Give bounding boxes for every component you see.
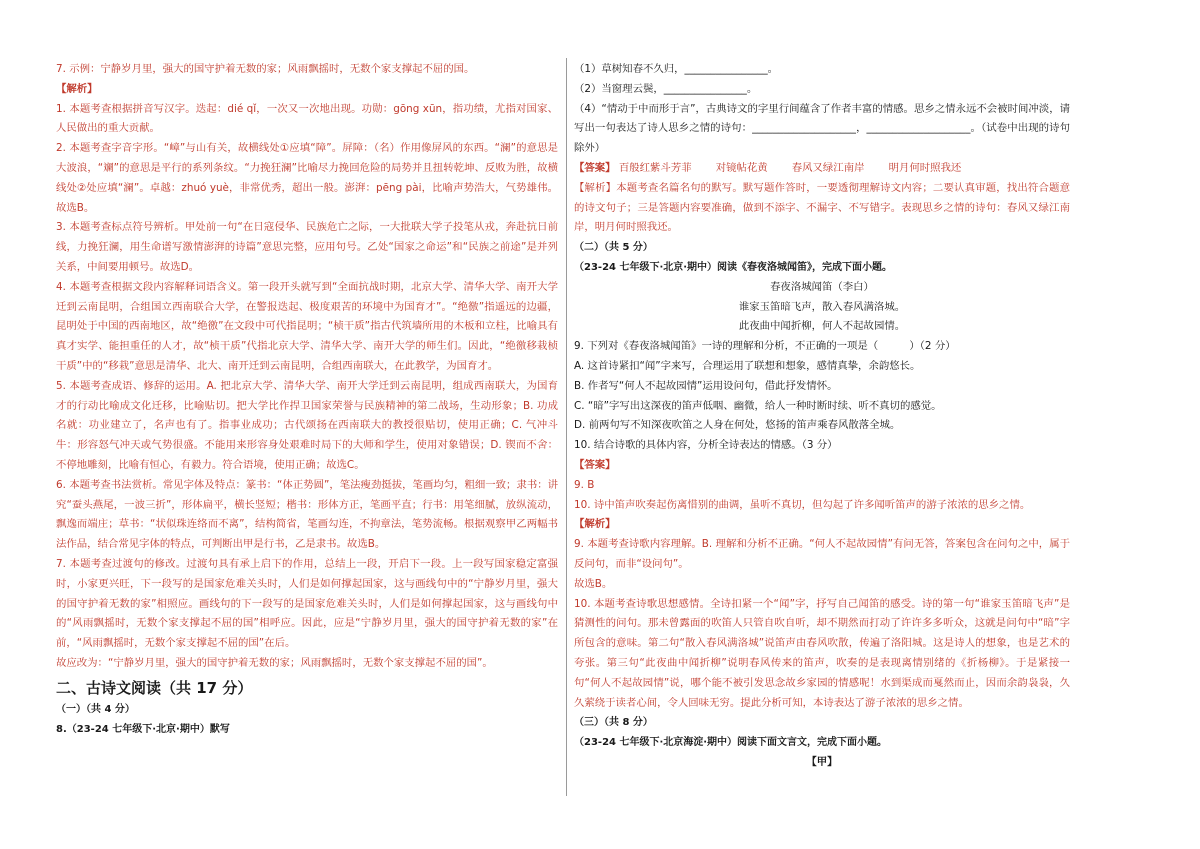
subsection-2: （二）（共 5 分） — [574, 242, 653, 254]
analysis-9: 9. 本题考查诗歌内容理解。B. 理解和分析不正确。“何人不起故园情”有问无答，答案包含在问句之中，属于反问句，而非“设问句”。 — [574, 538, 1070, 570]
option-a: A. 这首诗紧扣“闻”字来写，合理运用了联想和想象，感情真挚，余韵悠长。 — [574, 359, 921, 372]
passage-jia-label: 【甲】 — [806, 755, 838, 768]
analysis-label-2: 【解析】 — [574, 518, 616, 531]
question-10: 10. 结合诗歌的具体内容，分析全诗表达的情感。（3 分） — [574, 439, 838, 452]
analysis-item-1: 1. 本题考查根据拼音写汉字。迭起：dié qǐ，一次又一次地出现。功勋：gōng xūn，指功绩，尤指对国家、人民做出的重大贡献。 — [56, 102, 558, 135]
analysis-conclusion: 故应改为：“宁静岁月里，强大的国守护着无数的家；风雨飘摇时，无数个家支撑起不屈的国”。 — [56, 656, 493, 669]
answer-item-2: 对镜帖花黄 — [715, 161, 768, 174]
analysis-item-4: 4. 本题考查根据文段内容解释词语含义。第一段开头就写到“全面抗战时期，北京大学、清华大学、南开大学迁到云南昆明，合组国立西南联合大学，在警报迭起、极度艰苦的环境中为国育才”。“绝徼”指遥远的边疆，昆明处于中国的西南地区，故“绝徼”在文段中可代指昆明；“桢干质”指古代筑墙所用的木板和立柱，比喻具有真才实学、能担重任的人才，故“桢干质”代指北京大学、清华大学、南开大学的师生们。因此，“绝徼移栽桢干质”中的“移栽”意思是清华、北大、南开迁到云南昆明，合组西南联大，在此教学，为国育才。 — [56, 280, 558, 372]
option-b: B. 作者写“何人不起故园情”运用设问句，借此抒发情怀。 — [574, 379, 838, 392]
poem-line-2: 此夜曲中闻折柳，何人不起故园情。 — [738, 320, 906, 333]
question-8: 8.（23-24 七年级下·北京·期中）默写 — [56, 723, 230, 735]
poem-line-1: 谁家玉笛暗飞声，散入春风满洛城。 — [738, 300, 906, 313]
analysis-item-2: 2. 本题考查字音字形。“嶂”与山有关，故横线处①应填“障”。屏障：（名）作用像屏风的东西。“澜”的意思是大波浪，“斓”的意思是平行的系列条纹。“力挽狂澜”比喻尽力挽回危险的局势并且扭转乾坤、反败为胜，故横线处②处应填“澜”。卓越：zhuó yuè，非常优秀，超出一般。澎湃：pēng pài，比喻声势浩大，气势雄伟。故选B。 — [56, 142, 558, 214]
answer-label: 【答案】 — [574, 458, 616, 471]
answer-item-3: 春风又绿江南岸 — [791, 161, 865, 174]
left-column — [56, 60, 558, 739]
analysis-item-6: 6. 本题考查书法赏析。常见字体及特点：篆书：“体正势圆”，笔法瘦劲挺拔，笔画均匀，粗细一致；隶书：讲究“蚕头燕尾，一波三折”，形体扁平，横长竖短；楷书：形体方正，笔画平直；行书：用笔细腻，放纵流动，飘逸而端庄；草书：“状似珠连络而不离”，结构简省，笔画勾连，不拘章法，笔势流畅。根据观察甲乙两幅书法作品，结合常见字体的特点，可判断出甲是行书，乙是隶书。故选B。 — [56, 478, 558, 551]
q11-heading: （23-24 七年级下·北京海淀·期中）阅读下面文言文，完成下面小题。 — [574, 737, 888, 749]
q8-answer: 【答案】 百般红紫斗芳菲 对镜帖花黄 春风又绿江南岸 明月何时照我还 — [574, 161, 962, 174]
q7-answer: 7. 示例：宁静岁月里，强大的国守护着无数的家；风雨飘摇时，无数个家支撑起不屈的国。 — [56, 63, 475, 75]
analysis-item-7: 7. 本题考查过渡句的修改。过渡句具有承上启下的作用，总结上一段，开启下一段。上一段写国家稳定富强时，小家更兴旺，下一段写的是国家危难关头时，人们是如何撑起国家，这与画线句中的“宁静岁月里，强大的国守护着无数的家”相照应。画线句的下一段写的是国家危难关头时，人们是如何撑起国家，这与画线句中的“风雨飘摇时，无数个家支撑起不屈的国”相呼应。因此，应是“宁静岁月里，强大的国守护着无数的家”在前，“风雨飘摇时，无数个家支撑起不屈的国”在后。 — [56, 557, 558, 650]
answer-9: 9. B — [574, 478, 595, 491]
analysis-9-conclusion: 故选B。 — [574, 577, 613, 590]
analysis-item-5: 5. 本题考查成语、修辞的运用。A. 把北京大学、清华大学、南开大学迁到云南昆明，组成西南联大，为国育才的行动比喻成文化迁移，比喻贴切。把大学比作捍卫国家荣誉与民族精神的第二战场，生动形象；B. 功成名就：功业建立了，名声也有了。指事业成功；古代颂扬在西南联大的教授很贴切，使用正确；C. 气冲斗牛：形容怒气冲天或气势很盛。不能用来形容身处艰难时局下的大师和学生，使用对象错误；D. 锲而不舍：不停地雕刻，比喻有恒心，有毅力。符合语境，使用正确；故选C。 — [56, 379, 558, 471]
section-title: 二、古诗文阅读（共 17 分） — [56, 678, 253, 697]
subsection-1: （一）（共 4 分） — [56, 703, 135, 715]
q8-part-4: （4）“情动于中而形于言”，古典诗文的字里行间蕴含了作者丰富的情感。思乡之情永远不会被时间冲淡，请写出一句表达了诗人思乡之情的诗句：____________________，____________________。（试卷中出现的诗句除外） — [574, 102, 1071, 155]
q9-heading: （23-24 七年级下·北京·期中）阅读《春夜洛城闻笛》，完成下面小题。 — [574, 261, 893, 273]
option-d: D. 前两句写不知深夜吹笛之人身在何处，悠扬的笛声乘春风散落全城。 — [574, 419, 901, 432]
question-9: 9. 下列对《春夜洛城闻笛》一诗的理解和分析，不正确的一项是（ ）（2 分） — [574, 340, 956, 353]
answer-item-1: 百般红紫斗芳菲 — [618, 161, 692, 174]
q8-part-2: （2）当窗理云鬓，________________。 — [574, 82, 758, 95]
analysis-label: 【解析】 — [56, 82, 98, 95]
analysis-10: 10. 本题考查诗歌思想感情。全诗扣紧一个“闻”字，抒写自己闻笛的感受。诗的第一句“谁家玉笛暗飞声”是猜测性的问句。那未曾露面的吹笛人只管自吹自听，却不期然而打动了许许多多听众，这就是问句中“暗”字所包含的意味。第二句“散入春风满洛城”说笛声由春风吹散，传遍了洛阳城。这是诗人的想象，也是艺术的夸张。第三句“此夜曲中闻折柳”说明春风传来的笛声，吹奏的是表现离情别绪的《折杨柳》。于是紧接一句“何人不起故园情”说，哪个能不被引发思念故乡家园的情感呢！水到渠成而戛然而止，因而余韵袅袅，久久萦绕于读者心间，令人回味无穷。提此分析可知，本诗表达了游子浓浓的思乡之情。 — [574, 597, 1070, 709]
q8-part-1: （1）草树知春不久归，________________。 — [574, 63, 779, 75]
option-c: C. “暗”字写出这深夜的笛声低咽、幽微，给人一种时断时续、听不真切的感觉。 — [574, 399, 942, 412]
right-column — [574, 60, 1070, 773]
column-divider — [566, 58, 567, 796]
subsection-3: （三）（共 8 分） — [574, 717, 653, 729]
answer-item-4: 明月何时照我还 — [888, 161, 962, 174]
analysis-item-3: 3. 本题考查标点符号辨析。甲处前一句“在日寇侵华、民族危亡之际，一大批联大学子投笔从戎，奔赴抗日前线，力挽狂澜，用生命谱写激情澎湃的诗篇”意思完整，应用句号。乙处“国家之命运”和“民族之前途”是并列关系，中间要用顿号。故选D。 — [56, 221, 558, 273]
q8-analysis: 【解析】本题考查名篇名句的默写。默写题作答时，一要透彻理解诗文内容；二要认真审题，找出符合题意的诗文句子；三是答题内容要准确，做到不添字、不漏字、不写错字。表现思乡之情的诗句：春风又绿江南岸，明月何时照我还。 — [574, 181, 1070, 234]
answer-10: 10. 诗中笛声吹奏起伤离惜别的曲调，虽听不真切，但勾起了许多闻听笛声的游子浓浓的思乡之情。 — [574, 498, 1031, 511]
poem-title: 春夜洛城闻笛（李白） — [770, 280, 874, 293]
